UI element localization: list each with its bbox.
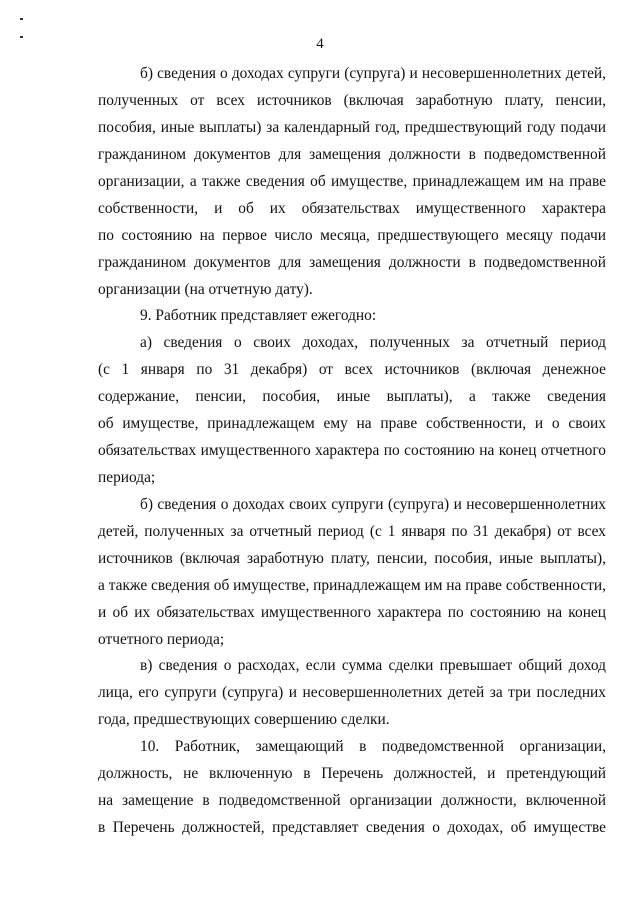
text-line: б) сведения о доходах своих супруги (супруга) и несовершеннолетних xyxy=(140,496,606,513)
text-line: содержание, пенсии, пособия, иные выплаты), а также сведения xyxy=(98,388,606,405)
text-line: источников (включая заработную плату, пенсии, пособия, иные выплаты), xyxy=(98,550,606,567)
text-line: и об их обязательствах имущественного характера по состоянию на конец xyxy=(98,604,606,621)
text-line: по состоянию на первое число месяца, предшествующего месяцу подачи xyxy=(98,227,606,244)
text-line: 9. Работник представляет ежегодно: xyxy=(140,307,377,324)
text-line: б) сведения о доходах супруги (супруга) и несовершеннолетних детей, xyxy=(140,65,606,82)
scan-artifact xyxy=(20,18,23,20)
text-line: в) сведения о расходах, если сумма сделки превышает общий доход xyxy=(140,657,606,674)
text-line: лица, его супруги (супруга) и несовершеннолетних детей за три последних xyxy=(98,684,606,701)
text-line: собственности, и об их обязательствах имущественного характера xyxy=(98,200,606,217)
text-line: гражданином документов для замещения должности в подведомственной xyxy=(98,254,606,271)
text-line: а) сведения о своих доходах, полученных за отчетный период xyxy=(140,334,606,351)
text-line: об имуществе, принадлежащем ему на праве собственности, и о своих xyxy=(98,415,606,432)
text-line: организации, а также сведения об имуществе, принадлежащем им на праве xyxy=(98,173,606,190)
text-line: в Перечень должностей, представляет сведения о доходах, об имуществе xyxy=(98,819,606,836)
text-line: 10. Работник, замещающий в подведомственной организации, xyxy=(140,738,606,755)
text-line: обязательствах имущественного характера по состоянию на конец отчетного xyxy=(98,442,606,459)
text-line: полученных от всех источников (включая заработную плату, пенсии, xyxy=(98,92,606,109)
text-line: отчетного периода; xyxy=(98,631,225,648)
text-line: а также сведения об имуществе, принадлежащем им на праве собственности, xyxy=(98,577,606,594)
text-line: (с 1 января по 31 декабря) от всех источников (включая денежное xyxy=(98,361,606,378)
text-line: организации (на отчетную дату). xyxy=(98,281,313,298)
text-line: детей, полученных за отчетный период (с 1 января по 31 декабря) от всех xyxy=(98,523,606,540)
page-number: 4 xyxy=(316,36,324,52)
text-line: должность, не включенную в Перечень должностей, и претендующий xyxy=(98,765,606,782)
text-line: на замещение в подведомственной организации должности, включенной xyxy=(98,792,606,809)
text-line: пособия, иные выплаты) за календарный год, предшествующий году подачи xyxy=(98,119,606,136)
text-line: года, предшествующих совершению сделки. xyxy=(98,711,390,728)
text-line: гражданином документов для замещения должности в подведомственной xyxy=(98,146,606,163)
text-line: периода; xyxy=(98,469,156,486)
